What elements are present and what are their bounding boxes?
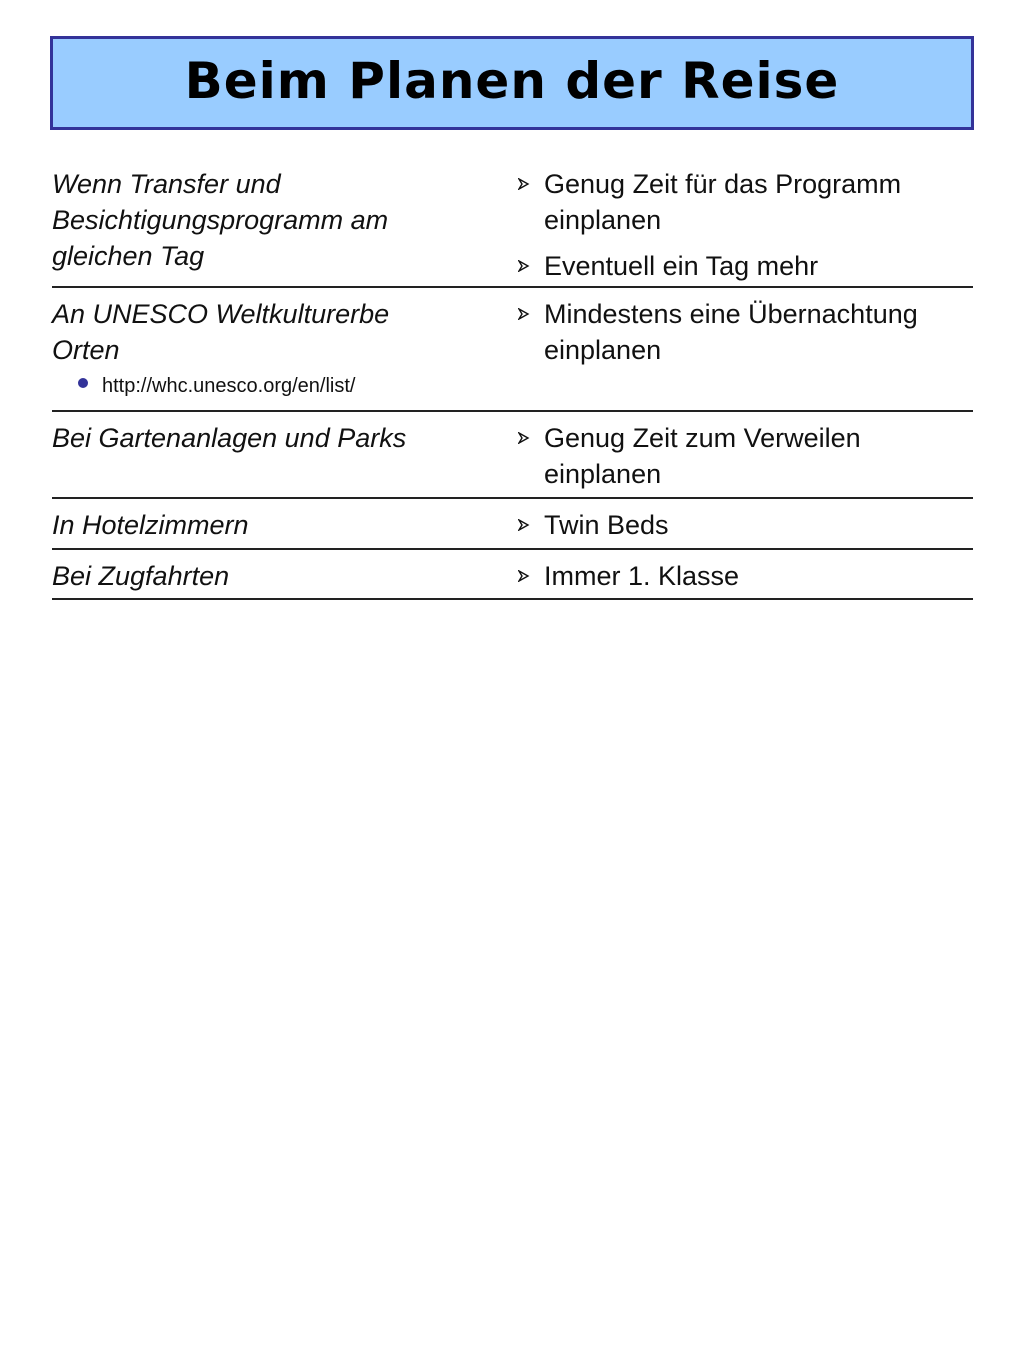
bullet-dot-icon — [78, 378, 88, 388]
arrow-bullet-icon — [518, 166, 544, 202]
condition-cell — [52, 550, 512, 598]
condition-cell — [52, 499, 512, 548]
advice-cell — [512, 499, 973, 548]
arrow-bullet-icon — [518, 420, 544, 456]
link-bullet — [78, 374, 512, 398]
unesco-link[interactable]: http://whc.unesco.org/en/list/ — [102, 375, 356, 397]
condition-cell — [52, 288, 512, 410]
arrow-bullet-icon — [518, 296, 544, 332]
advice-item — [518, 296, 973, 368]
planning-table — [52, 160, 973, 600]
advice-item — [518, 558, 973, 594]
advice-text: Eventuell ein Tag mehr — [544, 251, 819, 281]
table-row — [52, 550, 973, 600]
table-row — [52, 160, 973, 288]
condition-text: An UNESCO Weltkulturerbe Orten — [52, 299, 390, 365]
page-title: Beim Planen der Reise — [184, 52, 840, 110]
arrow-bullet-icon — [518, 248, 544, 284]
condition-text: Bei Gartenanlagen und Parks — [52, 423, 407, 453]
arrow-bullet-icon — [518, 558, 544, 594]
advice-text: Genug Zeit zum Verweilen einplanen — [544, 423, 861, 489]
advice-text: Twin Beds — [544, 510, 669, 540]
title-box — [50, 36, 974, 130]
advice-text: Mindestens eine Übernachtung einplanen — [544, 299, 918, 365]
advice-cell — [512, 550, 973, 598]
advice-cell — [512, 412, 973, 497]
table-row — [52, 499, 973, 550]
advice-text: Genug Zeit für das Programm einplanen — [544, 169, 902, 235]
advice-text: Immer 1. Klasse — [544, 561, 740, 591]
condition-text: In Hotelzimmern — [52, 510, 249, 540]
arrow-bullet-icon — [518, 507, 544, 543]
advice-cell — [512, 288, 973, 410]
condition-cell — [52, 160, 512, 286]
advice-item — [518, 248, 973, 284]
advice-cell — [512, 160, 973, 286]
table-row — [52, 288, 973, 412]
condition-cell — [52, 412, 512, 497]
condition-text: Bei Zugfahrten — [52, 561, 230, 591]
table-row — [52, 412, 973, 499]
advice-item — [518, 507, 973, 543]
advice-item — [518, 420, 973, 492]
condition-text: Wenn Transfer und Besichtigungsprogramm am gleichen Tag — [52, 169, 389, 271]
advice-item — [518, 166, 973, 238]
